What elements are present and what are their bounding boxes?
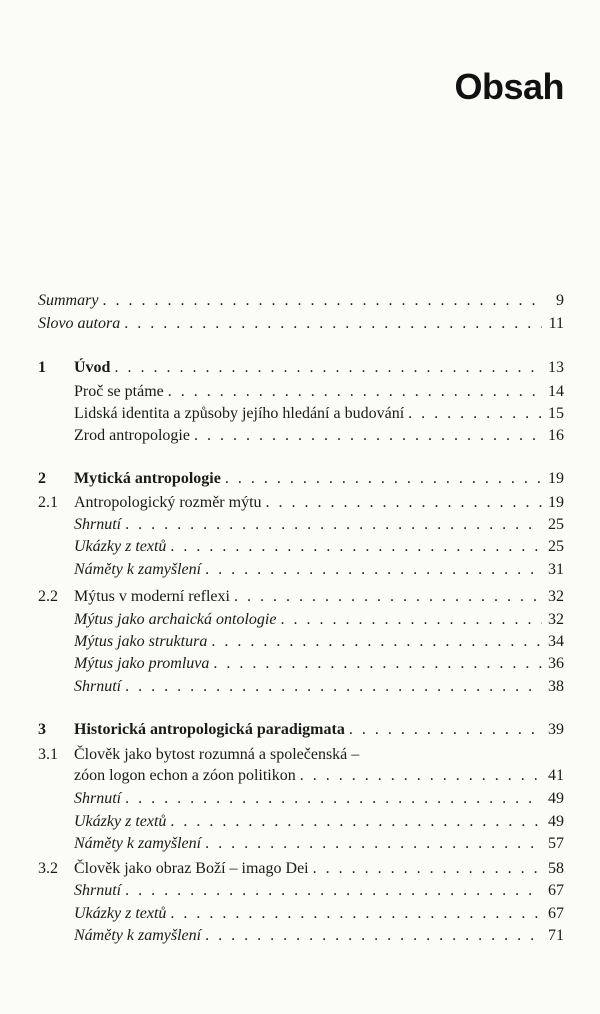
toc-entry-page: 11 (548, 315, 564, 332)
toc-entry-title: Lidská identita a způsoby jejího hledání a budování (74, 405, 405, 422)
toc-entry-page: 13 (548, 359, 564, 376)
toc-entry-page: 58 (548, 860, 564, 877)
toc-entry (38, 559, 564, 581)
toc-dot-leader (211, 631, 542, 653)
toc-entry-title: Zrod antropologie (74, 427, 190, 444)
toc-dot-leader (125, 880, 542, 902)
toc-entry-page: 25 (548, 516, 564, 533)
toc-entry (38, 744, 564, 766)
toc-dot-leader (266, 492, 542, 514)
toc-entry (38, 425, 564, 447)
toc-entry (38, 290, 564, 312)
toc-entry (38, 765, 564, 787)
toc-entry (38, 788, 564, 810)
toc-entry-page: 39 (548, 721, 564, 738)
toc-entry-page: 15 (548, 405, 564, 422)
toc-entry-title: Mýtus jako promluva (74, 655, 210, 672)
toc-entry-page: 71 (548, 927, 564, 944)
toc-entry-title: Ukázky z textů (74, 538, 167, 555)
toc-entry (38, 653, 564, 675)
toc-entry (38, 586, 564, 608)
toc-entry-title: Ukázky z textů (74, 813, 167, 830)
toc-entry-number: 2 (38, 470, 46, 487)
toc-entry-page: 49 (548, 790, 564, 807)
toc-entry-title: Shrnutí (74, 790, 122, 807)
toc-entry (38, 381, 564, 403)
toc-entry (38, 880, 564, 902)
toc-dot-leader (102, 290, 542, 312)
toc-entry-page: 41 (548, 767, 564, 784)
toc-dot-leader (125, 788, 542, 810)
toc-dot-leader (349, 719, 542, 741)
toc-dot-leader (205, 833, 542, 855)
toc-entry (38, 514, 564, 536)
toc-entry-page: 57 (548, 835, 564, 852)
toc-entry-title: Náměty k zamyšlení (74, 835, 202, 852)
toc-entry-title: Mytická antropologie (74, 470, 221, 487)
toc-entry (38, 811, 564, 833)
toc-entry-title: Náměty k zamyšlení (74, 927, 202, 944)
toc-entry-title: Ukázky z textů (74, 905, 167, 922)
toc-entry-page: 31 (548, 561, 564, 578)
toc-entry-number: 3.2 (38, 860, 58, 877)
toc-dot-leader (205, 559, 542, 581)
toc-entry (38, 903, 564, 925)
toc-dot-leader (168, 381, 542, 403)
toc-entry (38, 468, 564, 490)
toc-dot-leader (170, 811, 542, 833)
toc-entry (38, 609, 564, 631)
toc-entry-title: Antropologický rozměr mýtu (74, 494, 262, 511)
toc-dot-leader (234, 586, 542, 608)
toc-entry-title: Náměty k zamyšlení (74, 561, 202, 578)
toc-entry (38, 492, 564, 514)
toc-entry-page: 25 (548, 538, 564, 555)
toc-entry (38, 858, 564, 880)
toc-entry-title: Mýtus jako archaická ontologie (74, 611, 277, 628)
toc-entry (38, 631, 564, 653)
toc-entry-title: Člověk jako obraz Boží – imago Dei (74, 860, 309, 877)
toc-entry-page: 19 (548, 470, 564, 487)
toc-dot-leader (170, 903, 542, 925)
toc-entry-title: Proč se ptáme (74, 383, 164, 400)
toc-entry-page: 49 (548, 813, 564, 830)
toc-entry-page: 34 (548, 633, 564, 650)
toc-dot-leader (280, 609, 542, 631)
toc-entry-number: 3 (38, 721, 46, 738)
toc-entry (38, 925, 564, 947)
toc-entry-title: zóon logon echon a zóon politikon (74, 767, 296, 784)
toc-dot-leader (170, 536, 542, 558)
toc-entry-title: Shrnutí (74, 882, 122, 899)
toc-dot-leader (213, 653, 542, 675)
toc-entry-title: Shrnutí (74, 516, 122, 533)
toc-entry-page: 36 (548, 655, 564, 672)
toc-dot-leader (114, 357, 542, 379)
toc-entry-page: 67 (548, 905, 564, 922)
toc-entry (38, 536, 564, 558)
toc-entry (38, 403, 564, 425)
toc-dot-leader (205, 925, 542, 947)
toc-entry-title: Historická antropologická paradigmata (74, 721, 345, 738)
toc-dot-leader (300, 765, 542, 787)
toc-entry-page: 32 (548, 588, 564, 605)
toc-entry-title: Mýtus v moderní reflexi (74, 588, 230, 605)
toc-dot-leader (225, 468, 542, 490)
toc-entry-title: Mýtus jako struktura (74, 633, 208, 650)
toc-dot-leader (125, 676, 542, 698)
toc-entry-title: Slovo autora (38, 315, 121, 332)
toc-dot-leader (408, 403, 542, 425)
toc-entry-title: Summary (38, 292, 99, 309)
toc-entry-page: 32 (548, 611, 564, 628)
toc-entry-number: 2.2 (38, 588, 58, 605)
toc-entry-number: 1 (38, 359, 46, 376)
toc-entry (38, 719, 564, 741)
toc-dot-leader (124, 313, 542, 335)
toc-entry (38, 313, 564, 335)
toc-dot-leader (125, 514, 542, 536)
toc-entry (38, 676, 564, 698)
toc-entry-page: 14 (548, 383, 564, 400)
toc-entry-title: Člověk jako bytost rozumná a společenská – (74, 746, 360, 763)
toc-dot-leader (194, 425, 542, 447)
toc-entry-page: 9 (556, 292, 564, 309)
toc-entry-page: 19 (548, 494, 564, 511)
toc-entry (38, 357, 564, 379)
toc-entry-number: 3.1 (38, 746, 58, 763)
toc-entry-page: 16 (548, 427, 564, 444)
toc-entry-number: 2.1 (38, 494, 58, 511)
toc-entry-title: Úvod (74, 359, 111, 376)
toc-entry-page: 67 (548, 882, 564, 899)
page-title: Obsah (454, 66, 564, 107)
toc-dot-leader (313, 858, 542, 880)
toc-entry (38, 833, 564, 855)
toc-entry-page: 38 (548, 678, 564, 695)
toc-entry-title: Shrnutí (74, 678, 122, 695)
